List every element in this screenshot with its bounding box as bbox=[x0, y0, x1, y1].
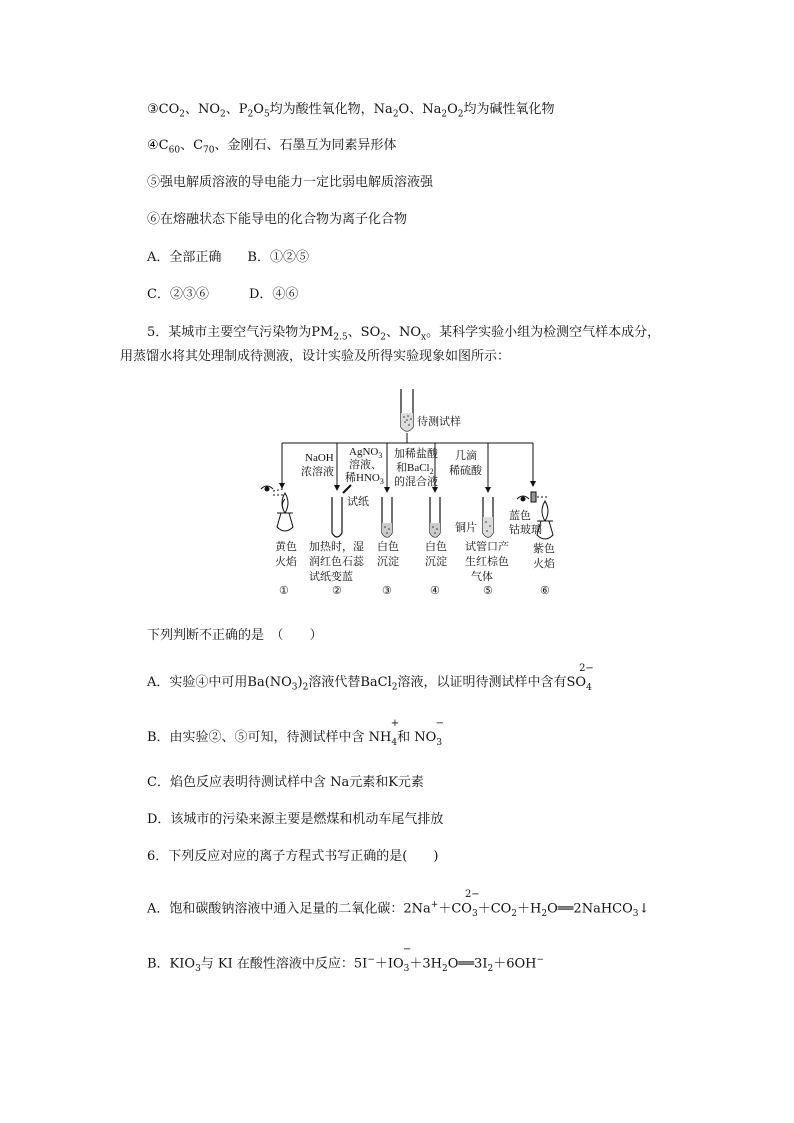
q4-option-c[interactable]: C．②③⑥ bbox=[147, 287, 209, 302]
experiment-number-1: ① bbox=[279, 585, 289, 597]
cobalt-label-line-1: 蓝色 bbox=[509, 510, 531, 522]
q5-stem-line-2: 用蒸馏水将其处理制成待测液，设计实验及所得实验现象如图所示： bbox=[120, 349, 511, 364]
result-3-line-2: 沉淀 bbox=[377, 556, 399, 568]
q5-option-b[interactable]: B．由实验②、⑤可知，待测试样中含 $NH_4$ + 和 $NO_3$ − bbox=[147, 718, 445, 748]
reagent-2-line-3: 稀$HNO_3$ bbox=[345, 472, 384, 486]
result-2-line-3: 试纸变蓝 bbox=[309, 571, 353, 583]
result-2-line-2: 润红色石蕊 bbox=[309, 556, 364, 568]
copper-label: 铜片 bbox=[455, 522, 477, 534]
experiment-number-6: ⑥ bbox=[540, 585, 550, 597]
test-tube-2 bbox=[332, 485, 351, 537]
paper-label: 试纸 bbox=[347, 496, 369, 508]
q4-item-5: ⑤强电解质溶液的导电能力一定比弱电解质溶液强 bbox=[147, 175, 434, 190]
carbonate-ion-notation: $_3$ 2− bbox=[464, 889, 480, 920]
reagent-3-line-3: 的混合液 bbox=[394, 476, 438, 488]
result-6-line-1: 紫色 bbox=[533, 543, 555, 555]
q4-item-6: ⑥在熔融状态下能导电的化合物为离子化合物 bbox=[147, 212, 408, 227]
q5-option-d[interactable]: D．该城市的污染来源主要是燃煤和机动车尾气排放 bbox=[147, 812, 444, 827]
ammonium-ion-notation: $_4$ + bbox=[390, 718, 400, 748]
reagent-3-line-1: 加稀盐酸 bbox=[394, 448, 438, 460]
q4-option-d[interactable]: D．④⑥ bbox=[248, 287, 299, 302]
sample-test-tube bbox=[401, 389, 413, 431]
q5-option-a[interactable]: A．实验④中可用$Ba(NO_3)_2$溶液代替BaCl$_2$溶液，以证明待测试样中含有$SO_4$ 2− bbox=[147, 663, 594, 693]
result-1-line-2: 火焰 bbox=[275, 556, 297, 568]
q5-stem-line-1: 5．某城市主要空气污染物为$PM_{2.5}$、$SO_2$、$NO_x$。某科学实验小组为检测空气样本成分， bbox=[147, 325, 661, 343]
sulfate-ion-notation: $_4$ 2− bbox=[579, 663, 594, 693]
flame-test-1 bbox=[261, 486, 293, 531]
test-tube-3 bbox=[382, 497, 392, 537]
sample-label: 待测试样 bbox=[417, 416, 461, 428]
q4-options-cd bbox=[147, 286, 298, 304]
q4-item-4: $④C_{60}$、$C_{70}$、金刚石、石墨互为同素异形体 bbox=[147, 138, 397, 156]
result-6-line-2: 火焰 bbox=[533, 558, 555, 570]
reagent-1-line-2: 浓溶液 bbox=[301, 466, 334, 478]
q4-option-a[interactable]: A．全部正确 bbox=[147, 250, 222, 265]
reagent-4-line-2: 稀硫酸 bbox=[449, 465, 482, 477]
q6-stem: 6．下列反应对应的离子方程式书写正确的是( ) bbox=[147, 849, 439, 864]
reagent-2-line-1: AgNO$_3$ bbox=[349, 446, 383, 460]
q6-option-b[interactable]: B．$KIO_3$与 KI 在酸性溶液中反应：$5I^-+IO_3$ − $+3H_2O══3I_2+6OH^-$ bbox=[147, 944, 545, 975]
q4-options-ab bbox=[147, 249, 309, 267]
experiment-number-5: ⑤ bbox=[483, 585, 493, 597]
nitrate-ion-notation: $_3$ − bbox=[435, 718, 445, 748]
result-2-line-1: 加热时，湿 bbox=[309, 541, 364, 553]
q6-option-a[interactable]: A．饱和碳酸钠溶液中通入足量的二氧化碳：$2Na^++CO_3$ 2− $+CO_2+H_2O══2NaHCO_3↓$ bbox=[147, 889, 650, 920]
test-tube-4 bbox=[430, 497, 440, 537]
reagent-3-line-2: 和BaCl$_2$ bbox=[396, 462, 434, 476]
result-5-line-2: 生红棕色 bbox=[465, 556, 509, 568]
result-4-line-2: 沉淀 bbox=[425, 556, 447, 568]
experiment-number-4: ④ bbox=[430, 585, 440, 597]
test-tube-5 bbox=[483, 497, 493, 537]
experiment-diagram bbox=[255, 385, 555, 600]
result-1-line-1: 黄色 bbox=[275, 541, 297, 553]
reagent-2-line-2: 溶液、 bbox=[349, 459, 382, 471]
experiment-number-2: ② bbox=[332, 585, 342, 597]
q4-item-3: $③CO_2$、$NO_2$、$P_2O_5$均为酸性氧化物，$Na_2O$、$Na_2O_2$均为碱性氧化物 bbox=[147, 102, 555, 120]
q5-question: 下列判断不正确的是 （ ） bbox=[147, 628, 323, 643]
reagent-1-line-1: NaOH bbox=[305, 452, 334, 464]
result-3-line-1: 白色 bbox=[377, 541, 399, 553]
experiment-number-3: ③ bbox=[382, 585, 392, 597]
result-5-line-3: 气体 bbox=[471, 571, 493, 583]
result-4-line-1: 白色 bbox=[425, 541, 447, 553]
reagent-4-line-1: 几滴 bbox=[455, 450, 477, 462]
q4-option-b[interactable]: B．①②⑤ bbox=[247, 250, 309, 265]
result-5-line-1: 试管口产 bbox=[465, 541, 509, 553]
q5-option-c[interactable]: C．焰色反应表明待测试样中含 Na元素和K元素 bbox=[147, 775, 424, 790]
iodate-ion-notation: $_3$ − bbox=[403, 944, 412, 975]
cobalt-label-line-2: 钴玻璃 bbox=[509, 524, 542, 536]
